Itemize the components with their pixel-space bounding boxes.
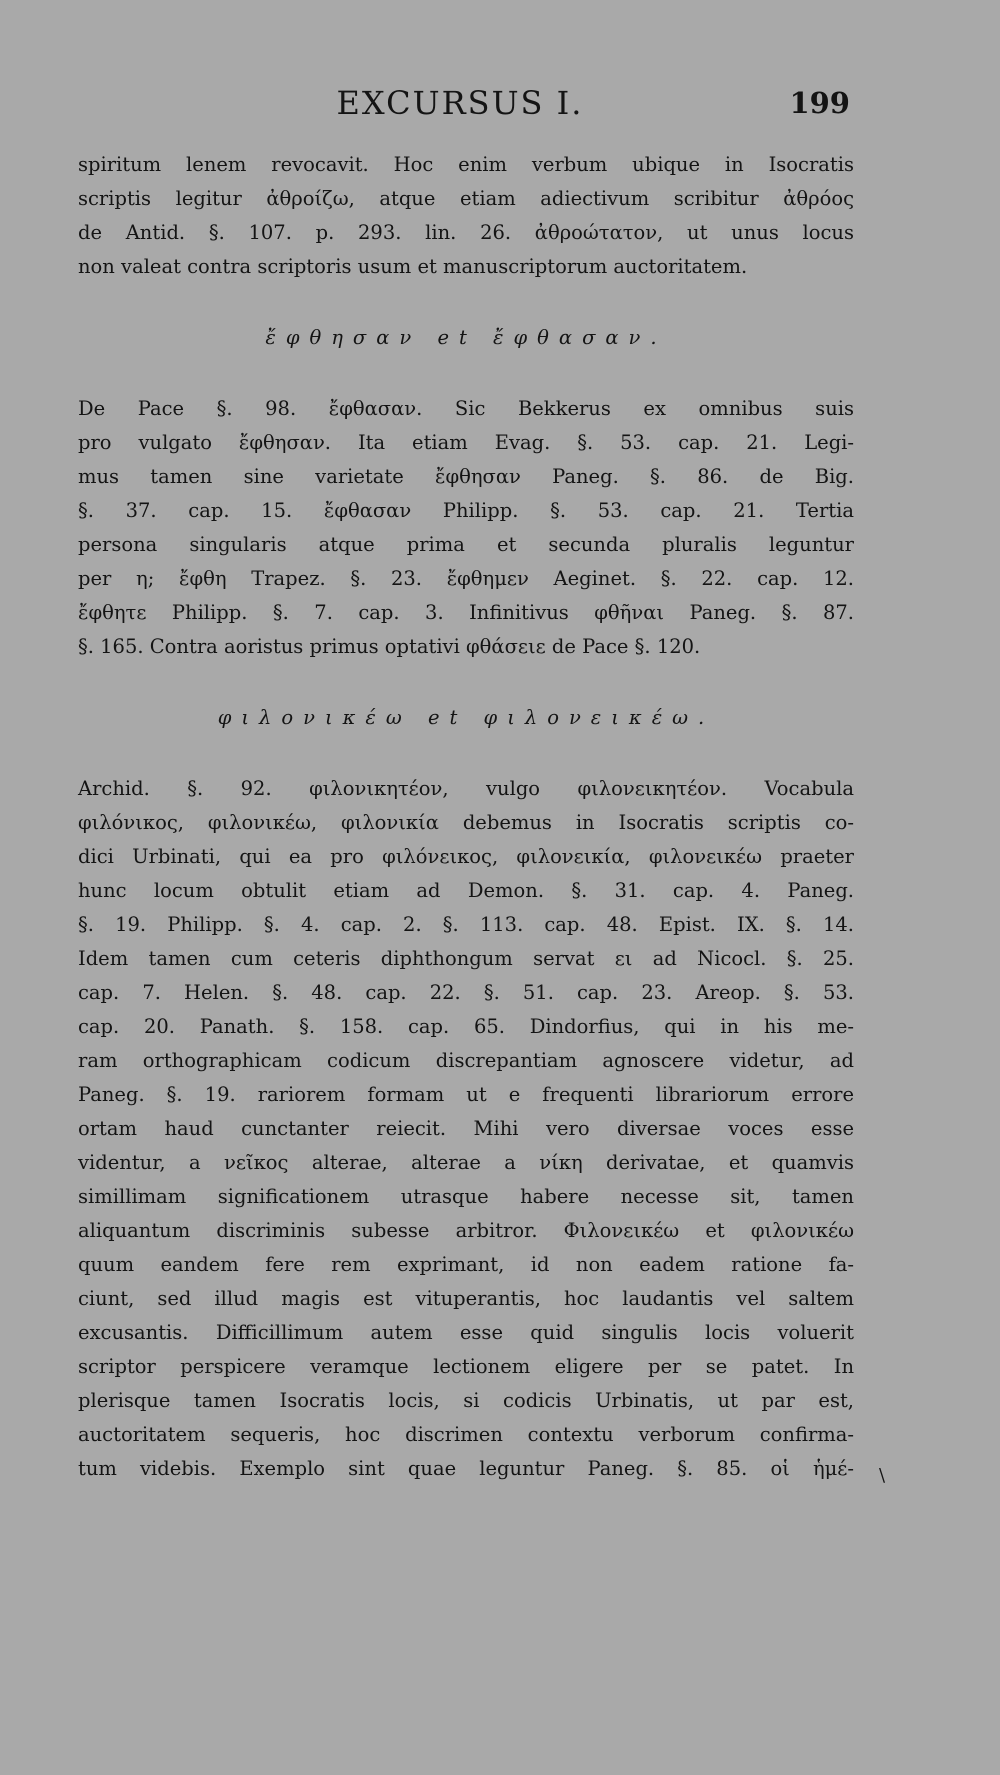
text-line: scriptis legitur ἀθροίζω, atque etiam adiectivum scribitur ἀθρόος [78, 187, 854, 210]
text-line: mus tamen sine varietate ἔφθησαν Paneg. §. 86. de Big. [78, 465, 854, 488]
text-line: auctoritatem sequeris, hoc discrimen contextu verborum confirma- [78, 1423, 854, 1446]
text-line: spiritum lenem revocavit. Hoc enim verbum ubique in Isocratis [78, 153, 854, 176]
text-line: quum eandem fere rem exprimant, id non eadem ratione fa- [78, 1253, 854, 1276]
text-line: cap. 7. Helen. §. 48. cap. 22. §. 51. cap. 23. Areop. §. 53. [78, 981, 854, 1004]
paragraph-2 [78, 392, 854, 664]
text-line: De Pace §. 98. ἔφθασαν. Sic Bekkerus ex omnibus suis [78, 397, 854, 420]
paragraph-1 [78, 148, 854, 284]
spacer [78, 664, 854, 696]
margin-mark: \ [879, 1465, 886, 1486]
text-line: aliquantum discriminis subesse arbitror. Φιλονεικέω et φιλονικέω [78, 1219, 854, 1242]
section-heading-1: ἔφθησαν et ἔφθασαν. [265, 326, 667, 349]
text-line: excusantis. Difficillimum autem esse quid singulis locis voluerit [78, 1321, 854, 1344]
text-line: de Antid. §. 107. p. 293. lin. 26. ἀθροώτατον, ut unus locus [78, 221, 854, 244]
spacer [78, 284, 854, 316]
text-line: ram orthographicam codicum discrepantiam agnoscere videtur, ad [78, 1049, 854, 1072]
text-line: §. 165. Contra aoristus primus optativi φθάσειε de Pace §. 120. [78, 635, 701, 658]
text-line: Paneg. §. 19. rariorem formam ut e frequenti librariorum errore [78, 1083, 854, 1106]
text-line: §. 19. Philipp. §. 4. cap. 2. §. 113. cap. 48. Epist. IX. §. 14. [78, 913, 854, 936]
text-line: Idem tamen cum ceteris diphthongum servat ει ad Nicocl. §. 25. [78, 947, 854, 970]
section-heading-2: φιλονικέω et φιλονεικέω. [217, 706, 715, 729]
text-line: simillimam significationem utrasque habere necesse sit, tamen [78, 1185, 854, 1208]
text-line: non valeat contra scriptoris usum et manuscriptorum auctoritatem. [78, 255, 748, 278]
spacer [78, 740, 854, 772]
text-line: scriptor perspicere veramque lectionem eligere per se patet. In [78, 1355, 854, 1378]
text-line: Archid. §. 92. φιλονικητέον, vulgo φιλονεικητέον. Vocabula [78, 777, 854, 800]
text-line: persona singularis atque prima et secunda pluralis leguntur [78, 533, 854, 556]
page-number: 199 [789, 86, 850, 120]
text-line: §. 37. cap. 15. ἔφθασαν Philipp. §. 53. cap. 21. Tertia [78, 499, 854, 522]
page-body [78, 148, 854, 1486]
running-title: EXCURSUS I. [336, 84, 584, 122]
text-line: hunc locum obtulit etiam ad Demon. §. 31. cap. 4. Paneg. [78, 879, 854, 902]
paragraph-3 [78, 772, 854, 1486]
text-line: ἔφθητε Philipp. §. 7. cap. 3. Infinitivus φθῆναι Paneg. §. 87. [78, 601, 854, 624]
text-line: per η; ἔφθη Trapez. §. 23. ἔφθημεν Aeginet. §. 22. cap. 12. [78, 567, 854, 590]
text-line: ciunt, sed illud magis est vituperantis, hoc laudantis vel saltem [78, 1287, 854, 1310]
text-line: plerisque tamen Isocratis locis, si codicis Urbinatis, ut par est, [78, 1389, 854, 1412]
text-line: φιλόνικος, φιλονικέω, φιλονικία debemus in Isocratis scriptis co- [78, 811, 854, 834]
spacer [78, 360, 854, 392]
text-line: videntur, a νεῖκος alterae, alterae a νίκη derivatae, et quamvis [78, 1151, 854, 1174]
text-line: pro vulgato ἔφθησαν. Ita etiam Evag. §. 53. cap. 21. Legi- [78, 431, 854, 454]
text-line: dici Urbinati, qui ea pro φιλόνεικος, φιλονεικία, φιλονεικέω praeter [78, 845, 854, 868]
text-line: ortam haud cunctanter reiecit. Mihi vero diversae voces esse [78, 1117, 854, 1140]
text-line: tum videbis. Exemplo sint quae leguntur Paneg. §. 85. οἱ ἡμέ- [78, 1457, 854, 1480]
page-header [70, 84, 850, 124]
text-line: cap. 20. Panath. §. 158. cap. 65. Dindorfius, qui in his me- [78, 1015, 854, 1038]
